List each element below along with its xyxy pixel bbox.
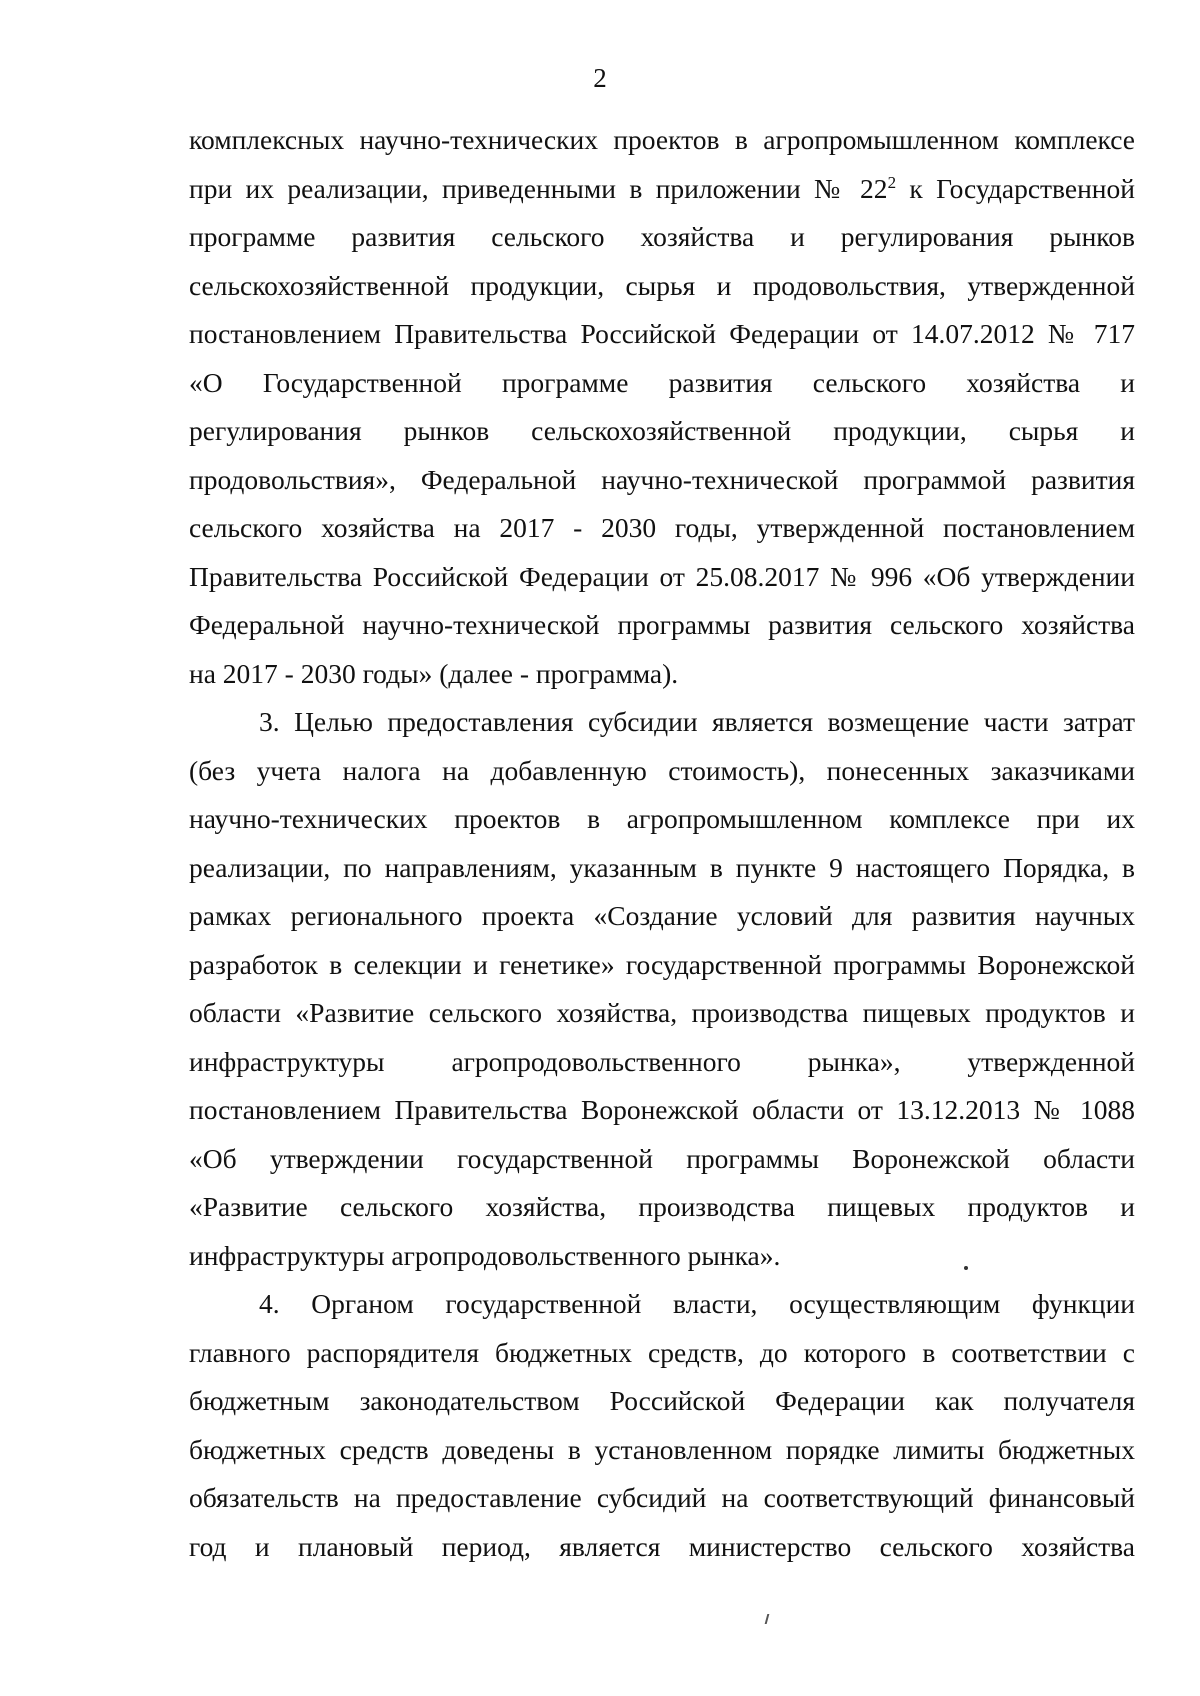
paragraph-line: Федеральной научно-технической программы развития сельского хозяйства <box>189 609 1135 640</box>
paragraph-line: инфраструктуры агропродовольственного рынка», утвержденной <box>189 1045 1135 1077</box>
paragraph-line: 4. Органом государственной власти, осуществляющим функции <box>259 1288 1135 1319</box>
paragraph-line: разработок в селекции и генетике» государственной программы Воронежской <box>189 948 1135 980</box>
superscript: 2 <box>887 172 897 192</box>
paragraph-line: сельского хозяйства на 2017 - 2030 годы, утвержденной постановлением <box>189 512 1135 543</box>
paragraph-line: программе развития сельского хозяйства и регулирования рынков <box>189 221 1135 252</box>
page-number: 2 <box>593 63 607 93</box>
paragraph-line: на 2017 - 2030 годы» (далее - программа). <box>189 657 679 689</box>
scan-mark <box>765 1614 774 1624</box>
paragraph-line: год и плановый период, является министерство сельского хозяйства <box>189 1530 1135 1562</box>
paragraph-line: научно-технических проектов в агропромышленном комплексе при их <box>189 803 1135 834</box>
paragraph-line: Правительства Российской Федерации от 25.08.2017 № 996 «Об утверждении <box>189 560 1135 592</box>
paragraph-line: 3. Целью предоставления субсидии является возмещение части затрат <box>259 706 1135 737</box>
paragraph-line: бюджетных средств доведены в установленном порядке лимиты бюджетных <box>189 1433 1135 1465</box>
paragraph-line: комплексных научно-технических проектов в агропромышленном комплексе <box>189 124 1135 155</box>
paragraph-line: реализации, по направлениям, указанным в пункте 9 настоящего Порядка, в <box>189 851 1135 883</box>
paragraph-line: (без учета налога на добавленную стоимость), понесенных заказчиками <box>189 754 1135 786</box>
paragraph-line: «Развитие сельского хозяйства, производства пищевых продуктов и <box>189 1191 1135 1222</box>
paragraph-line-text: к Государственной <box>896 172 1135 204</box>
paragraph-line <box>189 165 1135 214</box>
paragraph-line: сельскохозяйственной продукции, сырья и продовольствия, утвержденной <box>189 269 1135 301</box>
paragraph-line: инфраструктуры агропродовольственного рынка». <box>189 1239 781 1271</box>
paragraph-line: продовольствия», Федеральной научно-технической программой развития <box>189 463 1135 495</box>
paragraph-line: области «Развитие сельского хозяйства, производства пищевых продуктов и <box>189 997 1135 1028</box>
paragraph-line-text: при их реализации, приведенными в приложении № 22 <box>189 172 888 204</box>
paragraph-line: постановлением Правительства Российской Федерации от 14.07.2012 № 717 <box>189 318 1135 349</box>
paragraph-line: регулирования рынков сельскохозяйственной продукции, сырья и <box>189 415 1135 446</box>
scan-speck <box>964 1266 968 1270</box>
paragraph-line: «Об утверждении государственной программы Воронежской области <box>189 1142 1135 1174</box>
paragraph-line: рамках регионального проекта «Создание условий для развития научных <box>189 900 1135 931</box>
paragraph-line: постановлением Правительства Воронежской области от 13.12.2013 № 1088 <box>189 1094 1135 1125</box>
paragraph-line: бюджетным законодательством Российской Федерации как получателя <box>189 1385 1135 1416</box>
paragraph-line: обязательств на предоставление субсидий на соответствующий финансовый <box>189 1482 1135 1513</box>
document-body <box>189 116 1135 1571</box>
paragraph-line: «О Государственной программе развития сельского хозяйства и <box>189 366 1135 398</box>
paragraph-line: главного распорядителя бюджетных средств, до которого в соответствии с <box>189 1336 1135 1368</box>
